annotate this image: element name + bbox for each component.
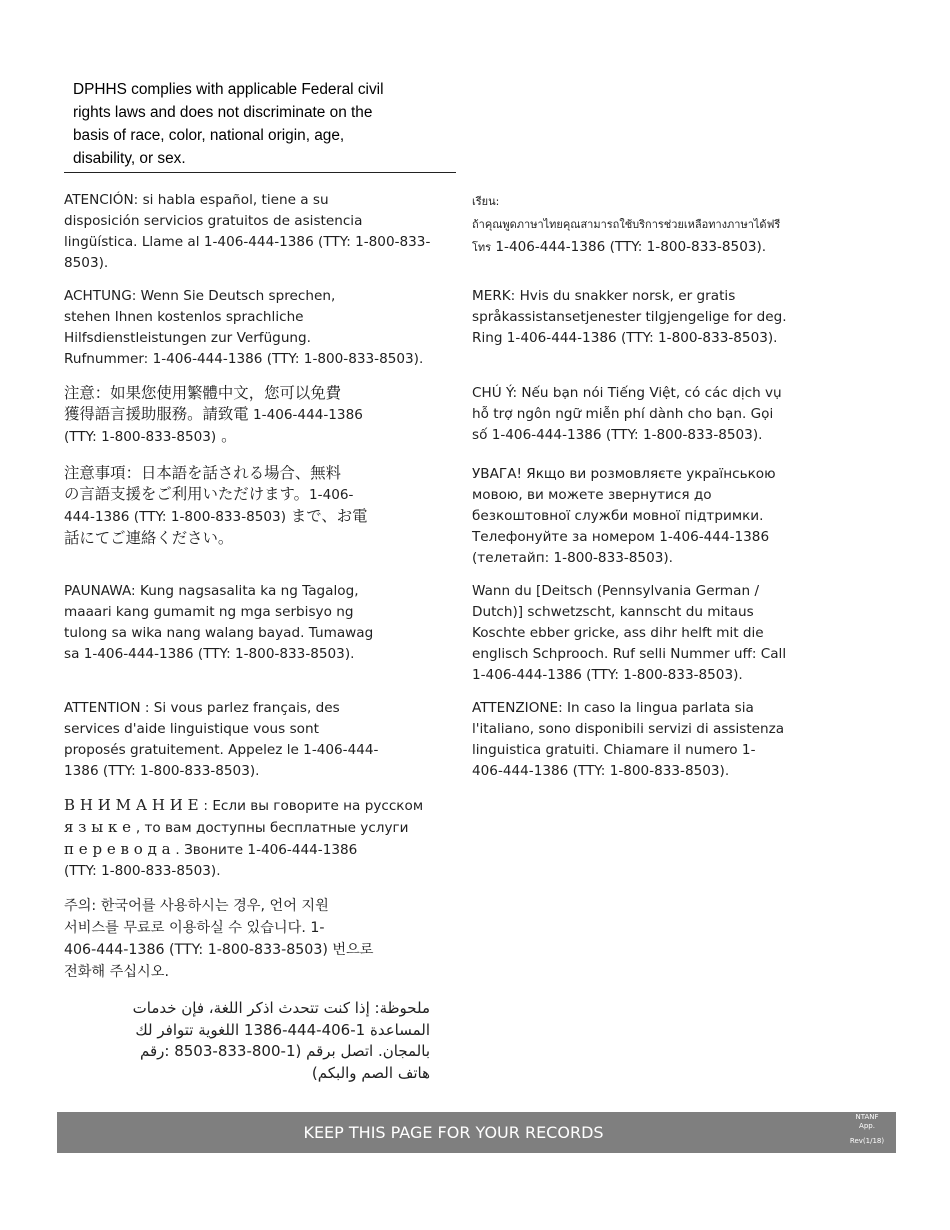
italian-notice: ATTENZIONE: In caso la lingua parlata sia l'italiano, sono disponibili servizi di assistenza linguistica gratuiti. Chiamare il numero 1- 406-444-1386 (TTY: 1-800-833-8503).: [472, 700, 785, 779]
russian-notice: [64, 795, 449, 882]
form-code-line: App.: [859, 1122, 875, 1130]
form-code-line: NTANF: [855, 1113, 879, 1121]
thai-text: โทร: [472, 241, 492, 254]
tagalog-notice: PAUNAWA: Kung nagsasalita ka ng Tagalog, maaari kang gumamit ng mga serbisyo ng tulong sa wika nang walang bayad. Tumawag sa 1-406-444-1386 (TTY: 1-800-833-8503).: [64, 583, 374, 662]
thai-line: ถ้าคุณพูดภาษาไทยคุณสามารถใช้บริการช่วยเหลือทางภาษาได้ฟรี: [472, 218, 781, 231]
tty-number: (TTY: 1-800-833-8503): [64, 429, 217, 445]
phone-number: 1-406-444-1386: [248, 407, 363, 423]
russian-line: [64, 839, 449, 861]
nondiscrimination-notice: [64, 78, 456, 173]
chinese-text: 。: [216, 427, 237, 445]
russian-text: . Звоните 1-406-444-1386: [175, 842, 358, 858]
norwegian-notice: MERK: Hvis du snakker norsk, er gratis språkassistansetjenester tilgjengelige for deg. Ring 1-406-444-1386 (TTY: 1-800-833-8503).: [472, 288, 787, 346]
chinese-text: 獲得語言援助服務。請致電: [64, 405, 249, 423]
notice-line: rights laws and does not discriminate on the: [73, 104, 373, 121]
arabic-line: المساعدة 1-406-444-1386 اللغوية تتوافر لك: [135, 1020, 430, 1039]
russian-text: языке: [64, 818, 136, 836]
notice-line: DPHHS complies with applicable Federal civil: [73, 81, 384, 98]
russian-line: [64, 795, 449, 817]
japanese-text: まで、お電: [286, 507, 368, 525]
footer-title: KEEP THIS PAGE FOR YOUR RECORDS: [303, 1123, 604, 1142]
japanese-notice: [64, 463, 444, 549]
arabic-line: ملحوظة: إذا كنت تتحدث اذكر اللغة، فإن خدمات: [132, 999, 430, 1017]
ukrainian-notice: УВАГА! Якщо ви розмовляєте українською мовою, ви можете звернутися до безкоштовної служби мовної підтримки. Телефонуйте за номером 1-406-444-1386 (телетайп: 1-800-833-8503).: [472, 466, 776, 566]
chinese-line: 注意：如果您使用繁體中文，您可以免費: [64, 384, 342, 402]
korean-notice: 주의: 한국어를 사용하시는 경우, 언어 지원 서비스를 무료로 이용하실 수 있습니다. 1- 406-444-1386 (TTY: 1-800-833-8503) 번으로 전화해 주십시오.: [64, 898, 374, 980]
russian-line: (TTY: 1-800-833-8503).: [64, 863, 221, 879]
german-notice: ACHTUNG: Wenn Sie Deutsch sprechen, stehen Ihnen kostenlos sprachliche Hilfsdienstleistungen zur Verfügung. Rufnummer: 1-406-444-1386 (TTY: 1-800-833-8503).: [64, 288, 424, 367]
arabic-line: بالمجان. اتصل برقم (1-800-833-8503 :رقم: [140, 1042, 430, 1060]
deitsch-notice: Wann du [Deitsch (Pennsylvania German / Dutch)] schwetzscht, kannscht du mitaus Koschte ebber gricke, ass dihr helft mit die englisch Schprooch. Ruf selli Nummer uff: Call 1-406-444-1386 (TTY: 1-800-833-8503).: [472, 583, 787, 683]
notice-line: disability, or sex.: [73, 150, 186, 167]
notice-line: basis of race, color, national origin, age,: [73, 127, 345, 144]
russian-text: перевода: [64, 840, 176, 858]
japanese-line: [64, 484, 444, 506]
phone-number: 1-406-444-1386 (TTY: 1-800-833-8503).: [491, 239, 767, 255]
thai-line: [472, 237, 832, 258]
russian-text: : Если вы говорите на русском: [203, 798, 424, 814]
japanese-text: の言語支援をご利用いただけます。: [64, 485, 310, 503]
spanish-notice: ATENCIÓN: si habla español, tiene a su disposición servicios gratuitos de asistencia lingüística. Llame al 1-406-444-1386 (TTY: 1-800-833- 8503).: [64, 192, 431, 271]
form-code-line: Rev(1/18): [849, 1137, 885, 1145]
chinese-notice: [64, 383, 444, 448]
japanese-line: 注意事項：日本語を話される場合、無料: [64, 464, 342, 482]
japanese-line: [64, 506, 444, 528]
russian-text: , то вам доступны бесплатные услуги: [135, 820, 409, 836]
vietnamese-notice: CHÚ Ý: Nếu bạn nói Tiếng Việt, có các dịch vụ hỗ trợ ngôn ngữ miễn phí dành cho bạn. Gọi số 1-406-444-1386 (TTY: 1-800-833-8503).: [472, 385, 782, 443]
thai-line: เรียน:: [472, 195, 500, 208]
chinese-line: [64, 404, 444, 426]
arabic-notice: [64, 998, 430, 1084]
arabic-line: هاتف الصم والبكم): [311, 1063, 430, 1082]
russian-text: ВНИМАНИЕ: [64, 796, 204, 814]
phone-number: 444-1386 (TTY: 1-800-833-8503): [64, 509, 286, 525]
thai-notice: [472, 193, 832, 258]
french-notice: ATTENTION : Si vous parlez français, des services d'aide linguistique vous sont proposés gratuitement. Appelez le 1-406-444- 1386 (TTY: 1-800-833-8503).: [64, 700, 379, 779]
phone-number: 1-406-: [309, 487, 354, 503]
footer-bar: [57, 1112, 896, 1153]
form-code: [846, 1113, 888, 1146]
chinese-line: [64, 426, 444, 448]
japanese-line: 話にてご連絡ください。: [64, 529, 234, 547]
russian-line: [64, 817, 449, 839]
